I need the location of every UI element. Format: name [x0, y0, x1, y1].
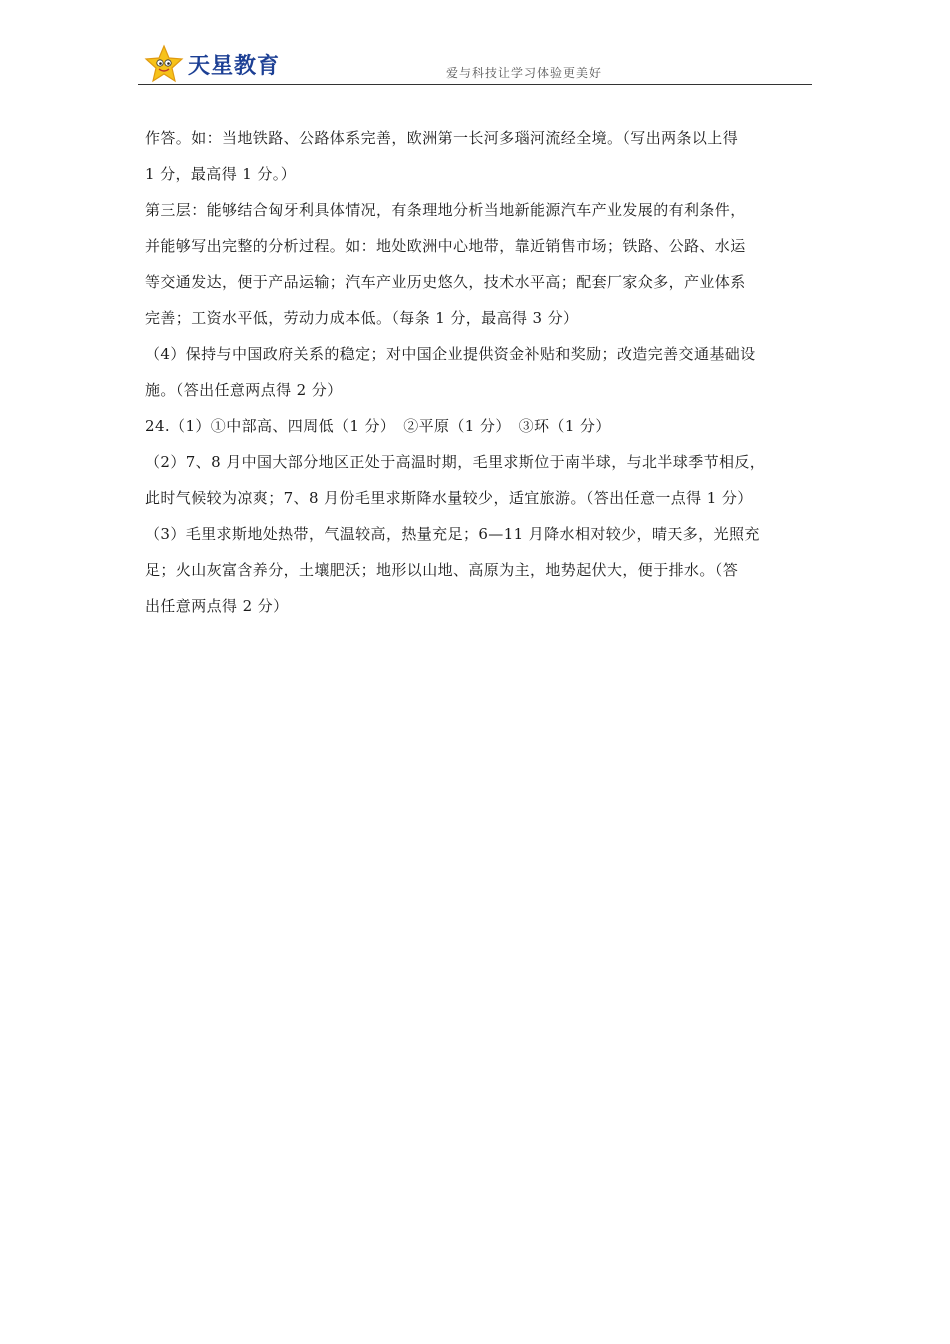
text-line: 24.（1）①中部高、四周低（1 分） ②平原（1 分） ③环（1 分）: [145, 417, 611, 435]
answer-text-body: [145, 120, 815, 624]
text-line: 出任意两点得 2 分）: [145, 597, 289, 615]
page-header: [138, 40, 812, 84]
text-line: 等交通发达，便于产品运输；汽车产业历史悠久，技术水平高；配套厂家众多，产业体系: [145, 273, 746, 291]
text-line: （3）毛里求斯地处热带，气温较高，热量充足；6—11 月降水相对较少，晴天多，光照充: [145, 525, 760, 543]
brand-name: 天星教育: [188, 53, 281, 79]
text-line: 足；火山灰富含养分，土壤肥沃；地形以山地、高原为主，地势起伏大，便于排水。（答: [145, 561, 739, 579]
text-line: 此时气候较为凉爽；7、8 月份毛里求斯降水量较少，适宜旅游。（答出任意一点得 1 分）: [145, 489, 753, 507]
header-slogan: 爱与科技让学习体验更美好: [446, 66, 603, 80]
header-divider: [138, 84, 812, 85]
text-line: 并能够写出完整的分析过程。如：地处欧洲中心地带，靠近销售市场；铁路、公路、水运: [145, 237, 746, 255]
text-line: （2）7、8 月中国大部分地区正处于高温时期，毛里求斯位于南半球，与北半球季节相反，: [145, 453, 766, 471]
text-line: 完善；工资水平低，劳动力成本低。（每条 1 分，最高得 3 分）: [145, 309, 579, 327]
text-line: 作答。如：当地铁路、公路体系完善，欧洲第一长河多瑙河流经全境。（写出两条以上得: [145, 129, 739, 147]
text-line: 1 分，最高得 1 分。）: [145, 165, 297, 183]
brand-logo: [144, 44, 280, 84]
star-mascot-icon: [144, 44, 184, 84]
text-line: 第三层：能够结合匈牙利具体情况，有条理地分析当地新能源汽车产业发展的有利条件，: [145, 201, 746, 219]
text-line: （4）保持与中国政府关系的稳定；对中国企业提供资金补贴和奖励；改造完善交通基础设: [145, 345, 756, 363]
text-line: 施。（答出任意两点得 2 分）: [145, 381, 343, 399]
